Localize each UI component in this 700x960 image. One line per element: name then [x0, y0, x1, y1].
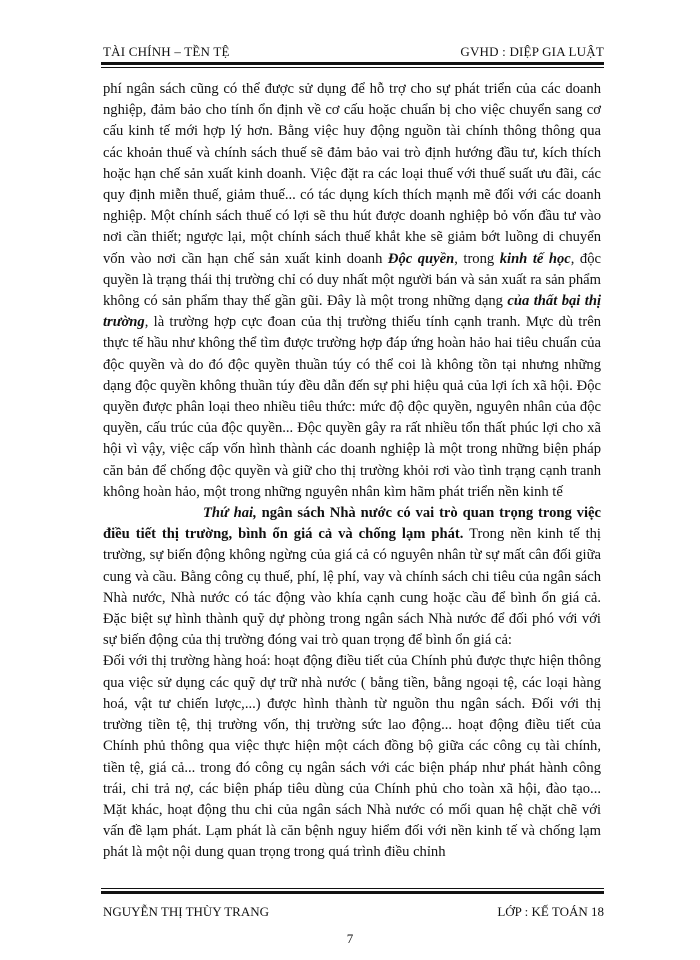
footer-rule-thin — [101, 888, 604, 889]
footer-class: LỚP : KẾ TOÁN 18 — [497, 904, 604, 919]
paragraph-text: phí ngân sách cũng có thể được sử dụng để hỗ trợ cho sự phát triển của các doanh nghiệp, đảm bảo cho tính ổn định về cơ cấu hoặc chuẩn bị cho việc chuyển sang cơ cấu kinh tế mới hợp lý hơn. Bằng việc huy động nguồn tài chính thông thông qua các khoản thuế và chính sách thuế sẽ đảm bảo vai trò định hướng đầu tư, kích thích hoặc hạn chế sản xuất kinh doanh. Việc đặt ra các loại thuế với thuế suất ưu đãi, các quy định miễn thuế, giảm thuế... có tác dụng kích thích mạnh mẽ đối với các doanh nghiệp. Một chính sách thuế có lợi sẽ thu hút được doanh nghiệp bỏ vốn đầu tư vào nơi cần thiết; ngược lại, một chính sách thuế khắt khe sẽ giảm bớt luồng di chuyển vốn vào nơi cần hạn chế sản xuất kinh doanh — [103, 81, 601, 267]
header-instructor: GVHD : DIỆP GIA LUẬT — [460, 44, 604, 59]
footer-rule-thick — [101, 891, 604, 894]
paragraph-monopoly — [103, 79, 601, 503]
header-rule-thin — [101, 67, 604, 68]
footer-author: NGUYỄN THỊ THÙY TRANG — [103, 904, 269, 919]
term-monopoly: Độc quyền — [387, 250, 455, 267]
page-body — [103, 79, 601, 864]
page-footer — [103, 904, 604, 924]
paragraph-text: , là trường hợp cực đoan của thị trường thiếu tính cạnh tranh. Mực dù trên thực tế hầu như không thể tìm được trường hợp đáp ứng hoàn hảo hai tiêu chuẩn của độc quyền và do đó độc quyền thuần túy có thể coi là không tồn tại nhưng những dạng độc quyền không thuần túy đều dẫn đến sự phi hiệu quả của lợi ích xã hội. Độc quyền được phân loại theo nhiều tiêu thức: mức độ độc quyền, nguyên nhân của độc quyền, cấu trúc của độc quyền... Độc quyền gây ra rất nhiều tổn thất phúc lợi cho xã hội vì vậy, việc cấp vốn hình thành các doanh nghiệp là một trong những biện pháp căn bản để chống độc quyền và giữ cho thị trường khỏi rơi vào tình trạng cạnh tranh không hoàn hảo, một trong những nguyên nhân kìm hãm phát triển nền kinh tế — [103, 314, 601, 500]
term-economics: kinh tế học — [499, 250, 571, 267]
page-header — [103, 38, 604, 60]
page-number: 7 — [346, 931, 354, 946]
header-course-title: TÀI CHÍNH – TỀN TỆ — [103, 44, 230, 59]
paragraph-second-role — [103, 503, 601, 651]
header-rule-thick — [101, 62, 604, 65]
paragraph-text: Trong nền kinh tế thị trường, sự biến động không ngừng của giá cả có nguyên nhân từ sự mất cân đối giữa cung và cầu. Bằng công cụ thuế, phí, lệ phí, vay và chính sách chi tiêu của ngân sách Nhà nước, Nhà nước có tác động vào khía cạnh cung hoặc cầu để bình ổn giá cả. Đặc biệt sự hình thành quỹ dự phòng trong ngân sách Nhà nước để đối phó với với sự biến động của thị trường đóng vai trò quan trọng để bình ổn giá cả: — [103, 526, 601, 649]
paragraph-text: , trong — [454, 250, 500, 267]
paragraph-goods-market: Đối với thị trường hàng hoá: hoạt động điều tiết của Chính phủ được thực hiện thông qua việc sử dụng các quỹ dự trữ nhà nước ( bằng tiền, bằng ngoại tệ, các loại hàng hoá, vật tư chiến lược,...) được hình thành từ nguồn thu ngân sách. Đối với thị trường tiền tệ, thị trường vốn, thị trường sức lao động... hoạt động điều tiết của Chính phủ thông qua việc thực hiện một cách đồng bộ giữa các công cụ tài chính, tiền tệ, giá cả... trong đó công cụ ngân sách với các biện pháp như phát hành công trái, chi trả nợ, các biện pháp tiêu dùng của Chính phủ cho toàn xã hội, đào tạo... Mặt khác, hoạt động thu chi của ngân sách Nhà nước có mối quan hệ chặt chẽ với vấn đề lạm phát. Lạm phát là căn bệnh nguy hiểm đối với nền kinh tế và chống lạm phát là một nội dung quan trọng trong quá trình điều chỉnh — [103, 653, 601, 861]
second-role-lead: Thứ hai, — [203, 505, 257, 522]
term-market-failure: của thất bại thị trường — [103, 293, 602, 331]
paragraph-text: , độc quyền là trạng thái thị trường chỉ có duy nhất một người bán và sản xuất ra sản phẩm không có sản phẩm thay thế gần gũi. Đây là một trong những dạng — [103, 250, 601, 310]
second-role-heading: ngân sách Nhà nước có vai trò quan trọng trong việc điều tiết thị trường, bình ổn giá cả và chống lạm phát. — [103, 505, 601, 543]
